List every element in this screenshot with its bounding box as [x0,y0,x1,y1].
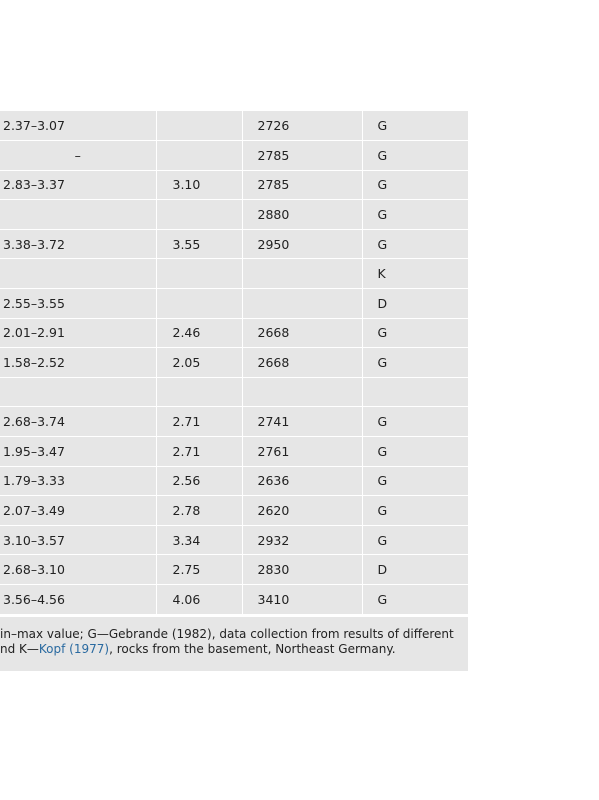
density-cell [242,377,362,407]
mean-cell: 2.71 [156,437,242,467]
density-cell [242,289,362,319]
source-cell: G [362,525,468,555]
density-cell: 2761 [242,437,362,467]
mean-cell [156,377,242,407]
range-cell [0,259,156,289]
table-row [0,466,468,496]
range-cell: 3.56–4.56 [0,585,156,615]
table-row [0,525,468,555]
footnote-line-2-suffix: , rocks from the basement, Northeast Germany. [109,641,396,656]
range-cell: 2.37–3.07 [0,111,156,141]
source-cell: G [362,170,468,200]
source-cell [362,377,468,407]
table-row [0,496,468,526]
source-cell: G [362,466,468,496]
source-cell: G [362,585,468,615]
mean-cell: 3.34 [156,525,242,555]
mean-cell: 2.78 [156,496,242,526]
footnote-line-1: in–max value; G—Gebrande (1982), data collection from results of different [0,626,454,641]
mean-cell: 3.10 [156,170,242,200]
table-row [0,229,468,259]
range-cell: 2.68–3.10 [0,555,156,585]
table-row [0,141,468,171]
source-cell: G [362,496,468,526]
mean-cell: 2.71 [156,407,242,437]
mean-cell [156,141,242,171]
density-cell: 2620 [242,496,362,526]
mean-cell: 2.05 [156,348,242,378]
source-cell: G [362,318,468,348]
source-cell: G [362,141,468,171]
table-body [0,111,468,614]
range-cell: 1.95–3.47 [0,437,156,467]
table-row [0,111,468,141]
range-cell: 1.79–3.33 [0,466,156,496]
range-cell: 2.83–3.37 [0,170,156,200]
table-row [0,170,468,200]
range-cell: 2.07–3.49 [0,496,156,526]
range-cell: 2.01–2.91 [0,318,156,348]
density-cell: 2785 [242,170,362,200]
density-cell: 2741 [242,407,362,437]
range-cell: – [0,141,156,171]
footnote-reference-link[interactable]: Kopf (1977) [38,641,110,656]
table-row [0,289,468,319]
source-cell: G [362,407,468,437]
range-cell: 2.68–3.74 [0,407,156,437]
density-cell: 2636 [242,466,362,496]
source-cell: D [362,289,468,319]
range-cell [0,377,156,407]
table-row [0,407,468,437]
table-row [0,259,468,289]
source-cell: G [362,348,468,378]
mean-cell [156,259,242,289]
table-row [0,377,468,407]
table-row [0,555,468,585]
density-cell: 2668 [242,348,362,378]
data-table-container [0,111,468,671]
mean-cell: 4.06 [156,585,242,615]
source-cell: G [362,200,468,230]
source-cell: K [362,259,468,289]
mean-cell [156,111,242,141]
density-cell: 2668 [242,318,362,348]
footnote-line-2-prefix: nd K— [0,641,39,656]
density-cell: 2950 [242,229,362,259]
data-table [0,111,468,615]
density-cell: 3410 [242,585,362,615]
range-cell [0,200,156,230]
density-cell: 2785 [242,141,362,171]
mean-cell [156,289,242,319]
density-cell: 2880 [242,200,362,230]
source-cell: D [362,555,468,585]
mean-cell: 2.75 [156,555,242,585]
table-row [0,318,468,348]
range-cell: 3.10–3.57 [0,525,156,555]
source-cell: G [362,437,468,467]
range-cell: 1.58–2.52 [0,348,156,378]
table-row [0,585,468,615]
mean-cell: 2.46 [156,318,242,348]
table-row [0,200,468,230]
source-cell: G [362,111,468,141]
mean-cell [156,200,242,230]
mean-cell: 2.56 [156,466,242,496]
range-cell: 2.55–3.55 [0,289,156,319]
density-cell: 2726 [242,111,362,141]
source-cell: G [362,229,468,259]
table-row [0,437,468,467]
density-cell [242,259,362,289]
range-cell: 3.38–3.72 [0,229,156,259]
density-cell: 2830 [242,555,362,585]
density-cell: 2932 [242,525,362,555]
table-row [0,348,468,378]
table-footnote [0,615,468,671]
mean-cell: 3.55 [156,229,242,259]
footnote-line-2 [0,642,468,657]
